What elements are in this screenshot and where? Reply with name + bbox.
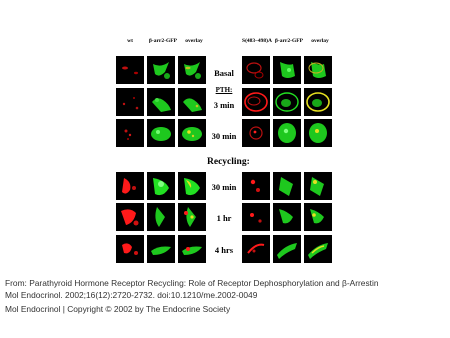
- micrograph-rec30-barr2: [147, 172, 175, 200]
- caption-citation: Mol Endocrinol. 2002;16(12):2720-2732. doi:10.1210/me.2002-0049: [5, 290, 258, 300]
- col-label-overlay-right: overlay: [311, 38, 329, 44]
- micrograph-basal-mutant-barr2: [273, 56, 301, 84]
- micrograph-pth3-wt: [116, 88, 144, 116]
- col-label-wt: wt: [127, 38, 133, 44]
- micrograph-pth30-wt: [116, 119, 144, 147]
- micrograph-basal-barr2: [147, 56, 175, 84]
- micrograph-basal-mutant: [242, 56, 270, 84]
- micrograph-rec4h-barr2: [147, 235, 175, 263]
- section-label-recycling: Recycling:: [207, 157, 250, 167]
- micrograph-rec1h-wt: [116, 203, 144, 231]
- col-label-mutant: S(483–498)A: [242, 38, 272, 44]
- micrograph-rec1h-overlay: [178, 203, 206, 231]
- micrograph-pth30-overlay: [178, 119, 206, 147]
- row-label-pth-30min: 30 min: [211, 131, 237, 141]
- row-label-rec-30min: 30 min: [211, 182, 237, 192]
- micrograph-pth3-mutant-barr2: [273, 88, 301, 116]
- micrograph-pth30-mutant-barr2: [273, 119, 301, 147]
- micrograph-rec30-mutant-barr2: [273, 172, 301, 200]
- micrograph-rec4h-mutant-barr2: [273, 235, 301, 263]
- row-label-pth: PTH:: [215, 86, 233, 94]
- micrograph-pth3-mutant: [242, 88, 270, 116]
- micrograph-rec4h-overlay: [178, 235, 206, 263]
- micrograph-rec30-mutant: [242, 172, 270, 200]
- micrograph-pth3-barr2: [147, 88, 175, 116]
- col-label-barr2-gfp-left: β-arr2-GFP: [149, 38, 177, 44]
- row-label-rec-1hr: 1 hr: [216, 213, 232, 223]
- micrograph-pth30-barr2: [147, 119, 175, 147]
- micrograph-pth3-mutant-overlay: [304, 88, 332, 116]
- micrograph-basal-overlay: [178, 56, 206, 84]
- col-label-overlay-left: overlay: [185, 38, 203, 44]
- micrograph-rec1h-mutant: [242, 203, 270, 231]
- micrograph-pth3-overlay: [178, 88, 206, 116]
- caption-source: From: Parathyroid Hormone Receptor Recycling: Role of Receptor Dephosphorylation and β-Arrestin: [5, 278, 379, 288]
- micrograph-rec4h-mutant-overlay: [304, 235, 332, 263]
- micrograph-rec30-overlay: [178, 172, 206, 200]
- micrograph-rec1h-barr2: [147, 203, 175, 231]
- caption-copyright: Mol Endocrinol | Copyright © 2002 by The Endocrine Society: [5, 304, 231, 314]
- micrograph-rec30-wt: [116, 172, 144, 200]
- micrograph-basal-wt: [116, 56, 144, 84]
- micrograph-pth30-mutant: [242, 119, 270, 147]
- row-label-pth-3min: 3 min: [213, 100, 235, 110]
- micrograph-basal-mutant-overlay: [304, 56, 332, 84]
- row-label-basal: Basal: [214, 68, 234, 78]
- row-label-rec-4hrs: 4 hrs: [214, 245, 234, 255]
- col-label-barr2-gfp-right: β-arr2-GFP: [275, 38, 303, 44]
- micrograph-rec4h-wt: [116, 235, 144, 263]
- micrograph-rec4h-mutant: [242, 235, 270, 263]
- micrograph-rec30-mutant-overlay: [304, 172, 332, 200]
- micrograph-rec1h-mutant-overlay: [304, 203, 332, 231]
- micrograph-rec1h-mutant-barr2: [273, 203, 301, 231]
- micrograph-pth30-mutant-overlay: [304, 119, 332, 147]
